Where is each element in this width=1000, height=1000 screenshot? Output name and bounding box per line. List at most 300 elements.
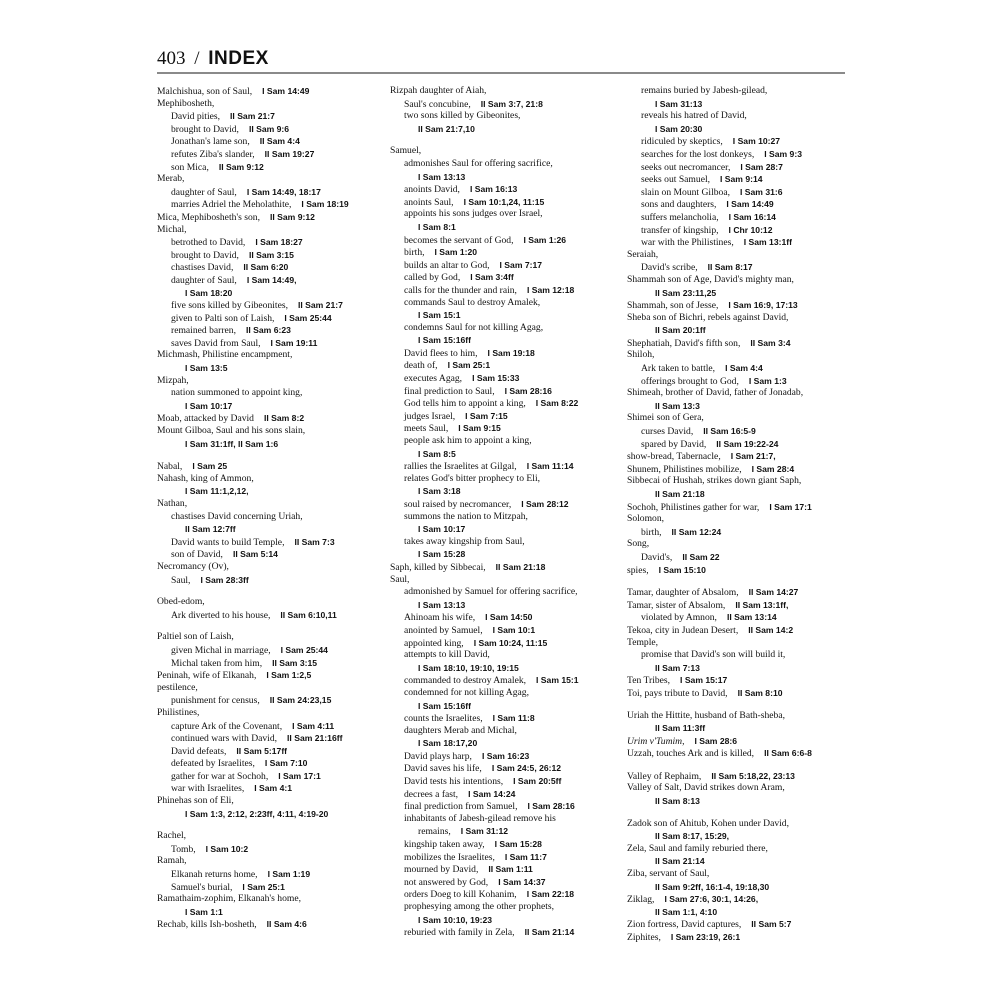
index-subentry	[390, 624, 635, 637]
scripture-reference: I Sam 1:26	[523, 234, 567, 245]
index-entry	[627, 893, 857, 906]
index-entry	[157, 795, 402, 808]
entry-text: Tekoa, city in Judean Desert,	[627, 624, 739, 636]
scripture-reference: II Sam 5:14	[232, 549, 278, 560]
entry-text: Shunem, Philistines mobilize,	[627, 463, 742, 475]
scripture-reference: I Sam 1:19	[267, 869, 311, 880]
scripture-reference: I Sam 16:13	[469, 184, 518, 195]
scripture-reference: I Sam 10:1,24, 11:15	[463, 196, 545, 207]
entry-text: Peninah, wife of Elkanah,	[157, 670, 257, 682]
index-subentry	[157, 574, 402, 587]
entry-text: birth,	[404, 247, 425, 259]
index-subentry	[390, 397, 635, 410]
entry-text: Saul,	[390, 573, 410, 585]
scripture-reference: I Sam 17:1	[769, 501, 812, 512]
index-subentry	[390, 888, 635, 901]
scripture-reference: II Sam 21:14	[655, 856, 705, 867]
entry-text: David wants to build Temple,	[171, 536, 285, 548]
index-subentry	[157, 644, 402, 657]
entry-text: mobilizes the Israelites,	[404, 851, 495, 863]
scripture-reference: I Sam 10:27	[732, 136, 781, 147]
index-column-2	[390, 85, 635, 939]
entry-text: pestilence,	[157, 681, 198, 693]
scripture-reference: I Sam 10:2	[205, 843, 249, 854]
scripture-reference: II Sam 3:15	[272, 657, 318, 668]
entry-text: Shimeah, brother of David, father of Jonadab,	[627, 387, 804, 399]
scripture-reference: I Sam 13:1ff	[743, 237, 792, 248]
index-subentry	[390, 347, 635, 360]
entry-spacer	[157, 820, 402, 830]
index-subentry	[390, 548, 635, 561]
index-subentry	[157, 548, 402, 561]
scripture-reference: II Sam 6:20	[243, 262, 289, 273]
scripture-reference: I Sam 31:12	[460, 826, 509, 837]
scripture-reference: I Sam 25:44	[284, 312, 332, 323]
index-subentry	[157, 770, 402, 783]
entry-text: punishment for census,	[171, 695, 260, 707]
index-column-3	[627, 85, 857, 944]
entry-text: not answered by God,	[404, 876, 489, 888]
index-entry	[157, 669, 402, 682]
entry-text: daughter of Saul,	[171, 274, 237, 286]
header-rule	[157, 72, 845, 74]
scripture-reference: I Sam 14:37	[498, 876, 546, 887]
scripture-reference: I Sam 15:17	[680, 675, 728, 686]
entry-text: show-bread, Tabernacle,	[627, 451, 721, 463]
entry-text: Ark diverted to his house,	[171, 609, 271, 621]
index-entry	[157, 412, 402, 425]
index-subentry	[390, 234, 635, 247]
index-column-1	[157, 85, 402, 931]
index-subentry	[390, 158, 635, 171]
index-entry	[157, 682, 402, 695]
index-subentry	[157, 881, 402, 894]
index-entry	[627, 674, 857, 687]
index-subentry	[390, 259, 635, 272]
index-subentry	[157, 868, 402, 881]
scripture-reference: I Sam 11:1,2,12,	[185, 486, 249, 497]
scripture-reference: I Sam 15:28	[494, 839, 542, 850]
entry-text: Zela, Saul and family reburied there,	[627, 842, 768, 854]
index-subentry	[390, 851, 635, 864]
scripture-reference: I Sam 13:5	[185, 363, 228, 374]
index-subentry	[157, 236, 402, 249]
scripture-reference: I Sam 10:17	[185, 400, 233, 411]
index-subentry	[627, 551, 857, 564]
entry-text: executes Agag,	[404, 373, 463, 385]
entry-text: refutes Ziba's slander,	[171, 148, 255, 160]
entry-text: inhabitants of Jabesh-gilead remove his	[404, 812, 556, 824]
index-entry	[157, 855, 402, 868]
index-subentry	[390, 246, 635, 259]
scripture-reference: I Sam 16:14	[728, 211, 776, 222]
scripture-reference: I Sam 15:16ff	[418, 700, 472, 711]
index-subentry	[390, 183, 635, 196]
entry-text: war with Israelites,	[171, 783, 245, 795]
index-subentry	[627, 362, 857, 375]
index-subentry	[390, 825, 635, 838]
entry-spacer	[157, 586, 402, 596]
index-entry	[627, 770, 857, 783]
entry-spacer	[390, 135, 635, 145]
scripture-reference: I Sam 18:20	[185, 287, 233, 298]
entry-text: chastises David concerning Uriah,	[171, 510, 303, 522]
entry-text: five sons killed by Gibeonites,	[171, 300, 288, 312]
entry-text: Uzzah, touches Ark and is killed,	[627, 748, 755, 760]
entry-text: brought to David,	[171, 249, 239, 261]
entry-text: final prediction to Saul,	[404, 385, 495, 397]
index-subentry	[157, 362, 402, 375]
scripture-reference: I Sam 4:1	[254, 783, 293, 794]
entry-text: condemns Saul for not killing Agag,	[404, 321, 544, 333]
index-entry	[627, 931, 857, 944]
scripture-reference: I Sam 25:1	[447, 360, 491, 371]
scripture-reference: I Sam 10:17	[418, 524, 466, 535]
scripture-reference: I Sam 18:27	[255, 237, 303, 248]
scripture-reference: II Sam 21:16ff	[287, 733, 343, 744]
scripture-reference: II Sam 8:13	[655, 796, 700, 807]
scripture-reference: II Sam 3:4	[750, 337, 791, 348]
scripture-reference: I Sam 14:49	[262, 86, 310, 96]
index-subentry	[390, 737, 635, 750]
index-subentry	[390, 485, 635, 498]
entry-text: seeks out Samuel,	[641, 174, 711, 186]
index-entry	[627, 349, 857, 362]
entry-text: Zion fortress, David captures,	[627, 919, 742, 931]
index-subentry	[157, 523, 402, 536]
entry-text: marries Adriel the Meholathite,	[171, 199, 292, 211]
scripture-reference: II Sam 21:14	[524, 927, 575, 938]
index-subentry	[627, 85, 857, 98]
index-subentry	[390, 196, 635, 209]
scripture-reference: II Sam 21:7	[297, 300, 343, 311]
entry-text: David's scribe,	[641, 262, 698, 274]
index-subentry	[390, 523, 635, 536]
index-subentry	[157, 148, 402, 161]
index-entry	[627, 564, 857, 577]
index-subentry	[157, 274, 402, 287]
scripture-reference: I Sam 8:5	[418, 448, 456, 459]
scripture-reference: I Sam 27:6, 30:1, 14:26,	[664, 894, 759, 905]
entry-text: nation summoned to appoint king,	[171, 387, 303, 399]
index-entry	[627, 782, 857, 795]
scripture-reference: II Sam 1:1, 4:10	[655, 906, 718, 917]
entry-text: Jonathan's lame son,	[171, 136, 250, 148]
scripture-reference: I Sam 3:4ff	[470, 272, 514, 283]
scripture-reference: II Sam 12:24	[671, 526, 722, 537]
index-entry	[157, 473, 402, 486]
index-subentry	[390, 297, 635, 310]
scripture-reference: II Sam 8:17, 15:29,	[655, 831, 730, 842]
entry-text: Rechab, kills Ish-bosheth,	[157, 919, 257, 931]
entry-text: Mount Gilboa, Saul and his sons slain,	[157, 425, 306, 437]
scripture-reference: II Sam 24:23,15	[269, 695, 332, 706]
index-subentry	[157, 843, 402, 856]
entry-text: appointed king,	[404, 637, 464, 649]
index-subentry	[157, 324, 402, 337]
entry-text: two sons killed by Gibeonites,	[404, 110, 521, 122]
index-subentry	[390, 687, 635, 700]
entry-text: David saves his life,	[404, 763, 482, 775]
index-subentry	[627, 855, 857, 868]
entry-text: David tests his intentions,	[404, 776, 504, 788]
index-entry	[157, 173, 402, 186]
scripture-reference: I Sam 24:5, 26:12	[491, 763, 562, 774]
entry-text: Saph, killed by Sibbecai,	[390, 561, 486, 573]
scripture-reference: II Sam 8:10	[737, 687, 783, 698]
entry-spacer	[627, 576, 857, 586]
entry-text: given to Palti son of Laish,	[171, 312, 275, 324]
entry-text: Tamar, daughter of Absalom,	[627, 587, 739, 599]
entry-text: counts the Israelites,	[404, 713, 483, 725]
entry-text: Ahinoam his wife,	[404, 612, 476, 624]
entry-text: Necromancy (Ov),	[157, 560, 229, 572]
scripture-reference: I Sam 20:5ff	[513, 776, 562, 787]
scripture-reference: I Sam 1:3	[748, 375, 787, 386]
index-subentry	[627, 830, 857, 843]
entry-text: son Mica,	[171, 161, 209, 173]
scripture-reference: I Sam 1:20	[434, 247, 478, 258]
index-subentry	[157, 808, 402, 821]
scripture-reference: I Sam 14:50	[485, 612, 533, 623]
scripture-reference: I Sam 1:2,5	[266, 670, 312, 681]
index-subentry	[627, 611, 857, 624]
entry-text: remained barren,	[171, 325, 236, 337]
entry-text: Sheba son of Bichri, rebels against David,	[627, 311, 789, 323]
entry-text: death of,	[404, 360, 438, 372]
entry-text: calls for the thunder and rain,	[404, 284, 517, 296]
entry-text: David's,	[641, 551, 673, 563]
index-subentry	[390, 435, 635, 448]
index-subentry	[627, 488, 857, 501]
index-entry	[390, 574, 635, 587]
index-entry	[627, 312, 857, 325]
entry-text: remains,	[418, 826, 451, 838]
index-subentry	[157, 287, 402, 300]
scripture-reference: II Sam 9:2ff, 16:1-4, 19:18,30	[655, 881, 770, 892]
entry-text: becomes the servant of God,	[404, 234, 514, 246]
scripture-reference: I Sam 17:1	[278, 770, 321, 781]
scripture-reference: II Sam 4:6	[266, 919, 307, 930]
index-subentry	[157, 312, 402, 325]
entry-text: final prediction from Samuel,	[404, 801, 518, 813]
scripture-reference: II Sam 21:7,10	[418, 123, 475, 134]
scripture-reference: I Sam 15:33	[472, 373, 520, 384]
index-subentry	[627, 722, 857, 735]
entry-text: orders Doeg to kill Kohanim,	[404, 889, 517, 901]
entry-spacer	[627, 760, 857, 770]
index-subentry	[390, 372, 635, 385]
entry-text: Urim v'Tumim,	[627, 735, 685, 747]
entry-text: promise that David's son will build it,	[641, 649, 786, 661]
index-subentry	[157, 299, 402, 312]
scripture-reference: II Sam 5:7	[751, 919, 792, 930]
scripture-reference: II Sam 6:23	[246, 325, 291, 336]
entry-text: reburied with family in Zela,	[404, 927, 515, 939]
entry-text: kingship taken away,	[404, 839, 485, 851]
scripture-reference: I Sam 25:44	[280, 644, 328, 655]
index-subentry	[627, 135, 857, 148]
scripture-reference: I Sam 4:11	[292, 720, 335, 731]
scripture-reference: I Sam 19:11	[270, 337, 318, 348]
entry-text: ridiculed by skeptics,	[641, 136, 723, 148]
entry-text: Ziba, servant of Saul,	[627, 868, 710, 880]
index-subentry	[390, 863, 635, 876]
index-subentry	[627, 795, 857, 808]
index-subentry	[157, 906, 402, 919]
entry-text: Valley of Salt, David strikes down Aram,	[627, 782, 785, 794]
entry-text: Malchishua, son of Saul,	[157, 86, 253, 97]
scripture-reference: I Sam 31:6	[740, 186, 783, 197]
index-subentry	[390, 448, 635, 461]
entry-text: judges Israel,	[404, 410, 456, 422]
index-subentry	[390, 901, 635, 914]
entry-text: war with the Philistines,	[641, 237, 734, 249]
scripture-reference: I Sam 12:18	[526, 284, 575, 295]
index-subentry	[390, 473, 635, 486]
scripture-reference: I Sam 20:30	[655, 123, 703, 134]
entry-text: Shammah son of Age, David's mighty man,	[627, 273, 794, 285]
entry-text: admonishes Saul for offering sacrifice,	[404, 157, 553, 169]
index-entry	[627, 538, 857, 551]
entry-text: commanded to destroy Amalek,	[404, 675, 527, 687]
entry-text: daughters Merab and Michal,	[404, 724, 517, 736]
entry-text: Elkanah returns home,	[171, 869, 258, 881]
index-subentry	[627, 287, 857, 300]
index-entry	[627, 475, 857, 488]
entry-text: Obed-edom,	[157, 596, 205, 608]
index-subentry	[390, 123, 635, 136]
entry-text: Sochoh, Philistines gather for war,	[627, 501, 760, 513]
entry-text: Zadok son of Ahitub, Kohen under David,	[627, 817, 790, 829]
scripture-reference: I Sam 18:19	[301, 199, 349, 210]
index-subentry	[157, 694, 402, 707]
entry-text: Moab, attacked by David	[157, 413, 254, 425]
index-subentry	[627, 224, 857, 237]
entry-text: birth,	[641, 526, 662, 538]
index-entry	[627, 599, 857, 612]
entry-text: Song,	[627, 538, 650, 550]
entry-text: David plays harp,	[404, 750, 472, 762]
scripture-reference: I Sam 18:17,20	[418, 738, 478, 749]
scripture-reference: I Sam 9:15	[458, 423, 501, 434]
scripture-reference: II Sam 13:14	[726, 612, 777, 623]
entry-text: anointed by Samuel,	[404, 624, 483, 636]
index-subentry	[390, 876, 635, 889]
index-subentry	[390, 284, 635, 297]
scripture-reference: II Sam 16:5-9	[703, 426, 756, 437]
entry-text: Nathan,	[157, 498, 188, 509]
index-entry	[627, 249, 857, 262]
entry-text: curses David,	[641, 426, 694, 438]
scripture-reference: I Sam 14:49	[726, 199, 774, 210]
entry-text: brought to David,	[171, 123, 239, 135]
index-subentry	[390, 221, 635, 234]
index-subentry	[157, 198, 402, 211]
scripture-reference: II Sam 11:3ff	[655, 723, 706, 734]
page-title: INDEX	[208, 48, 269, 69]
scripture-reference: II Sam 20:1ff	[655, 325, 706, 336]
index-entry	[157, 707, 402, 720]
entry-text: saves David from Saul,	[171, 337, 261, 349]
index-entry	[390, 85, 635, 98]
entry-text: Uriah the Hittite, husband of Bath-sheba,	[627, 709, 785, 721]
index-subentry	[157, 387, 402, 400]
index-entry	[390, 561, 635, 574]
index-entry	[627, 501, 857, 514]
index-subentry	[627, 526, 857, 539]
index-subentry	[390, 813, 635, 826]
entry-text: Mizpah,	[157, 374, 189, 386]
scripture-reference: I Sam 28:6	[694, 735, 738, 746]
index-subentry	[627, 261, 857, 274]
scripture-reference: I Sam 18:10, 19:10, 19:15	[418, 662, 519, 673]
scripture-reference: II Sam 14:2	[748, 624, 794, 635]
scripture-reference: I Sam 28:4	[751, 463, 795, 474]
scripture-reference: I Sam 4:4	[725, 363, 763, 374]
entry-text: soul raised by necromancer,	[404, 499, 512, 510]
index-subentry	[627, 198, 857, 211]
entry-text: Phinehas son of Eli,	[157, 795, 234, 807]
entry-text: condemned for not killing Agag,	[404, 686, 529, 698]
index-entry	[157, 349, 402, 362]
entry-text: sons and daughters,	[641, 199, 717, 211]
index-subentry	[390, 762, 635, 775]
index-entry	[627, 274, 857, 287]
index-entry	[627, 412, 857, 425]
entry-text: slain on Mount Gilboa,	[641, 186, 731, 198]
index-subentry	[390, 838, 635, 851]
index-subentry	[627, 186, 857, 199]
index-subentry	[390, 775, 635, 788]
index-entry	[627, 747, 857, 760]
scripture-reference: II Sam 3:7, 21:8	[480, 98, 543, 109]
index-entry	[157, 211, 402, 224]
index-entry	[157, 224, 402, 237]
entry-text: people ask him to appoint a king,	[404, 435, 532, 447]
entry-text: spies,	[627, 564, 649, 576]
index-entry	[627, 687, 857, 700]
index-entry	[627, 513, 857, 526]
index-subentry	[627, 906, 857, 919]
index-entry	[390, 145, 635, 158]
entry-spacer	[157, 450, 402, 460]
entry-text: suffers melancholia,	[641, 211, 719, 223]
entry-spacer	[627, 700, 857, 710]
index-entry	[157, 375, 402, 388]
entry-text: Samuel's burial,	[171, 881, 233, 893]
index-subentry	[390, 637, 635, 650]
scripture-reference: II Sam 9:12	[218, 161, 264, 172]
scripture-reference: I Sam 8:1	[418, 221, 456, 232]
index-entry	[627, 710, 857, 723]
entry-text: Saul's concubine,	[404, 98, 471, 110]
entry-text: capture Ark of the Covenant,	[171, 720, 283, 732]
index-subentry	[627, 425, 857, 438]
entry-text: rallies the Israelites at Gilgal,	[404, 461, 517, 473]
scripture-reference: I Sam 13:13	[418, 599, 466, 610]
index-subentry	[390, 110, 635, 123]
index-subentry	[627, 148, 857, 161]
scripture-reference: I Sam 8:22	[535, 398, 579, 409]
index-subentry	[627, 173, 857, 186]
scripture-reference: I Sam 15:16ff	[418, 335, 472, 346]
index-entry	[627, 624, 857, 637]
scripture-reference: I Sam 15:1	[536, 675, 579, 686]
scripture-reference: I Sam 28:3ff	[200, 574, 249, 585]
index-subentry	[390, 460, 635, 473]
scripture-reference: II Sam 14:27	[748, 587, 799, 598]
